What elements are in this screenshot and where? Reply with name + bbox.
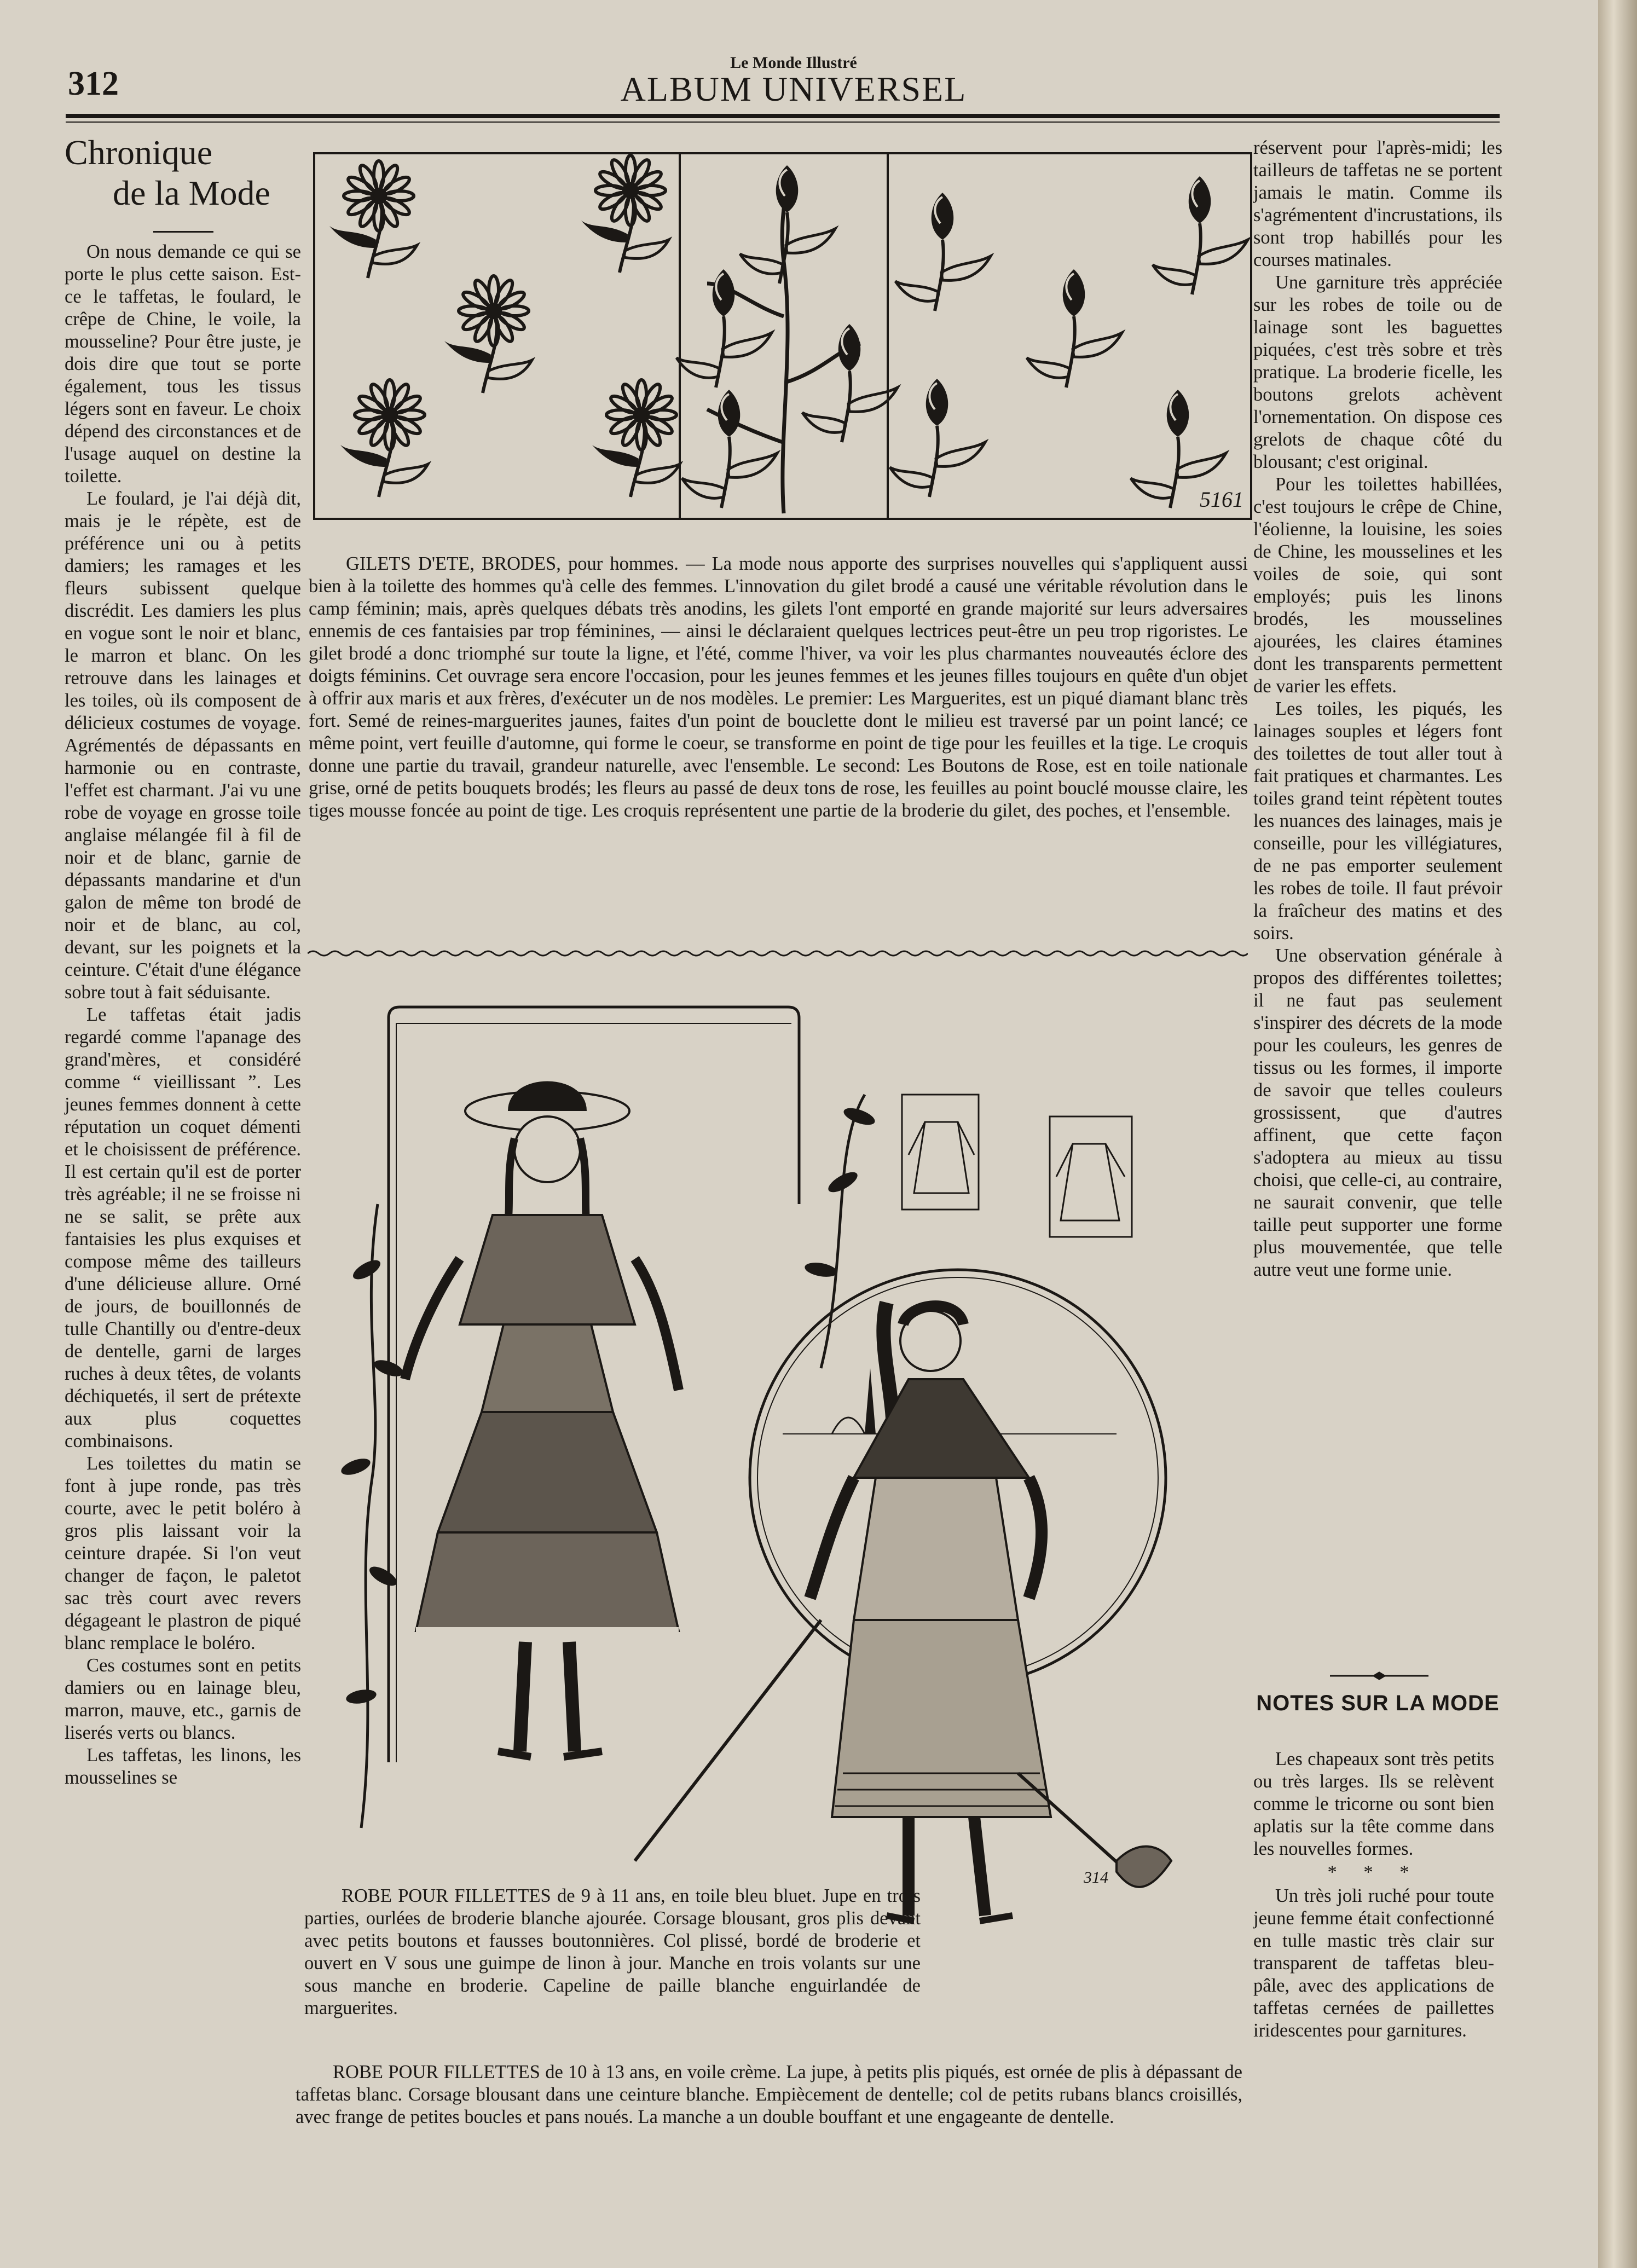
- paragraph: Les toilettes du matin se font à jupe ronde, pas très courte, avec le petit boléro à gros plis laissant voir la ceinture drapée. Si l'on veut changer de façon, le paletot sac très court avec revers dégageant le plastron de piqué blanc remplace le boléro.: [65, 1453, 301, 1653]
- separator-stars: * * *: [1327, 1862, 1420, 1883]
- masthead-title: ALBUM UNIVERSEL: [620, 70, 967, 108]
- plate-number: 5161: [1200, 487, 1243, 512]
- gilets-lead: GILETS D'ETE, BRODES,: [346, 553, 561, 574]
- paragraph: Pour les toilettes habillées, c'est toujours le crêpe de Chine, l'éolienne, la louisine, les soies de Chine, les mousselines et les voiles de soie, qui sont employés; puis les linons brodés, les mousselines ajourées, les claires étamines dont les transparents permettent de varier les effets.: [1253, 474, 1502, 697]
- robe1-text: de 9 à 11 ans, en toile bleu bluet. Jupe en trois parties, ourlées de broderie blanche ajourée. Corsage blousant, gros plis devant avec petits boutons et fausses boutonnières. Col plissé, bordé de broderie et ouvert en V sous une guimpe de linon à jour. Manche en trois volants sur une sous manche en broderie. Capeline de paille blanche enguirlandée de marguerites.: [304, 1885, 921, 2018]
- page-edge: [1598, 0, 1637, 2268]
- article-title-line2: de la Mode: [113, 173, 270, 212]
- robe1-caption: [304, 1885, 921, 2020]
- embroidery-illustration: [313, 152, 1252, 520]
- robe1-lead: ROBE POUR FILLETTES: [342, 1885, 551, 1906]
- header-rule: [66, 114, 1500, 118]
- paragraph: Le foulard, je l'ai déjà dit, mais je le répète, est de préférence uni ou à petits damiers; les ramages et les fleurs subissent quelque discrédit. Les damiers les plus en vogue sont le noir et blanc, le marron et blanc. On les retrouve dans les lainages et les toiles, où ils composent de délicieux costumes de voyage. Agrémentés de dépassants en harmonie ou en contraste, l'effet est charmant. J'ai vu une robe de voyage en grosse toile anglaise mélangée fil à fil de noir et de blanc, garnie de dépassants mandarine et d'un galon de même ton brodé de noir et de blanc, au col, devant, sur les poignets et la ceinture. C'était d'une élégance sobre tout à fait séduisante.: [65, 488, 301, 1003]
- article-title: [65, 132, 305, 213]
- header-rule-thin: [66, 121, 1500, 123]
- paragraph: Les toiles, les piqués, les lainages souples et légers font des toilettes de tout aller tout à fait pratiques et charmantes. Les toiles grand teint répètent toutes les nuances des lainages, mais je conseille, pour les villégiatures, de ne pas emporter seulement les robes de toile. Il faut prévoir la fraîcheur des matins et des soirs.: [1253, 698, 1502, 944]
- gilets-text: pour hommes. — La mode nous apporte des surprises nouvelles qui s'appliquent aussi bien à la toilette des hommes qu'à celle des femmes. L'innovation du gilet brodé a causé une véritable révolution dans le camp féminin; mais, après quelques débats très anodins, les gilets l'ont emporté en grande majorité sur leurs adversaires ennemis de ces fantaisies par trop féminines, — ainsi le déclaraient quelques lectrices peut-être un peu trop rigoristes. Le gilet brodé a donc triomphé sur toute la ligne, et l'été, comme l'hiver, va voir les plus charmantes nouveautés éclore des doigts féminins. Cet ouvrage sera encore l'occasion, pour les jeunes femmes et les jeunes filles toujours en quête d'un objet à offrir aux maris et aux frères, d'exécuter un de nos modèles. Le premier: Les Marguerites, est un piqué diamant blanc très fort. Semé de reines-marguerites jaunes, faites d'un point de bouclette dont le milieu est traversé par un point lancé; ce même point, vert feuille d'automne, qui forme le coeur, se transforme en point de tige pour les feuilles et la tige. Le croquis donne une partie du travail, grandeur naturelle, avec l'ensemble. Le second: Les Boutons de Rose, est en toile nationale grise, orné de petits bouquets brodés; les fleurs au passé de deux tons de rose, les feuilles au point bouclé mousse claire, les tiges mousse foncée au point de tige. Les croquis représentent une partie de la broderie du gilet, des poches, et l'ensemble.: [309, 553, 1248, 821]
- robe2-lead: ROBE POUR FILLETTES: [333, 2062, 540, 2082]
- section-ornament: [1330, 1670, 1428, 1681]
- paragraph: On nous demande ce qui se porte le plus cette saison. Est-ce le taffetas, le foulard, le crêpe de Chine, le voile, la mousseline? Pour être juste, je dois dire que tout se porte également, tous les tissus légers sont en faveur. Le choix dépend des circonstances et de l'usage auquel on destine la toilette.: [65, 241, 301, 487]
- paragraph: Une observation générale à propos des différentes toilettes; il ne faut pas seulement s'inspirer des décrets de la mode pour les couleurs, les genres de tissus ou les formes, il importe de savoir que telles couleurs grossissent, que d'autres affinent, que cette façon s'adoptera au mieux au tissu choisi, que celle-ci, au contraire, ne saurait convenir, que telle taille peut supporter une forme plus mouvementée, que telle autre veut une forme unie.: [1253, 945, 1502, 1280]
- notes-column: [1253, 1748, 1494, 2042]
- chronique-column: [65, 241, 301, 1789]
- robe2-text: de 10 à 13 ans, en voile crème. La jupe, à petits plis piqués, est ornée de plis à dépassant de taffetas blanc. Corsage blousant dans une ceinture blanche. Empiècement de dentelle; col de petits rubans blancs croisillés, avec frange de petites boucles et pans noués. La manche a un double bouffant et une engageante de dentelle.: [296, 2062, 1242, 2127]
- robe2-caption: [296, 2061, 1242, 2128]
- notes-heading: NOTES SUR LA MODE: [1256, 1691, 1500, 1715]
- wavy-divider: [308, 947, 1248, 960]
- paragraph: Les taffetas, les linons, les mousselines se: [65, 1745, 301, 1788]
- paragraph: Le taffetas était jadis regardé comme l'apanage des grand'mères, et considéré comme “ vieillissant ”. Les jeunes femmes donnent à cette réputation un coquet démenti et le choisissent de préférence. Il est certain qu'il est de porter très agréable; il ne se froisse ni ne se salit, se prête aux fantaisies les plus exquises et compose même des tailleurs d'une délicieuse allure. Orné de jours, de bouillonnés de tulle Chantilly ou d'entre-deux de dentelle, garni de larges ruches à deux têtes, de volants déchiquetés, il sert de prétexte aux plus coquettes combinaisons.: [65, 1004, 301, 1451]
- fashion-plate-number: 314: [1084, 1868, 1108, 1887]
- article-title-line1: Chronique: [65, 133, 213, 172]
- paragraph: Les chapeaux sont très petits ou très larges. Ils se relèvent comme le tricorne ou sont bien aplatis sur la tête comme dans les nouvelles formes.: [1253, 1749, 1494, 1859]
- paragraph: Un très joli ruché pour toute jeune femme était confectionné en tulle mastic très clair sur transparent de taffetas bleu-pâle, avec des applications de taffetas cernées de paillettes iridescentes pour garnitures.: [1253, 1885, 1494, 2041]
- gilets-caption: [309, 553, 1248, 822]
- chronique-continued-column: [1253, 137, 1502, 1281]
- paragraph: Ces costumes sont en petits damiers ou en lainage bleu, marron, mauve, etc., garnis de liserés verts ou blancs.: [65, 1655, 301, 1743]
- title-rule: [153, 231, 213, 233]
- paragraph: réservent pour l'après-midi; les tailleurs de taffetas ne se portent jamais le matin. Comme ils s'agrémentent d'incrustations, ils sont trop habillés pour les courses matinales.: [1253, 137, 1502, 270]
- page-number: 312: [68, 65, 119, 102]
- publication-name: Le Monde Illustré: [730, 54, 857, 72]
- paragraph: Une garniture très appréciée sur les robes de toile ou de lainage sont les baguettes piquées, c'est très sobre et très pratique. La broderie ficelle, les boutons grelots achèvent l'ornementation. On dispose ces grelots de chaque côté du blousant; c'est original.: [1253, 272, 1502, 472]
